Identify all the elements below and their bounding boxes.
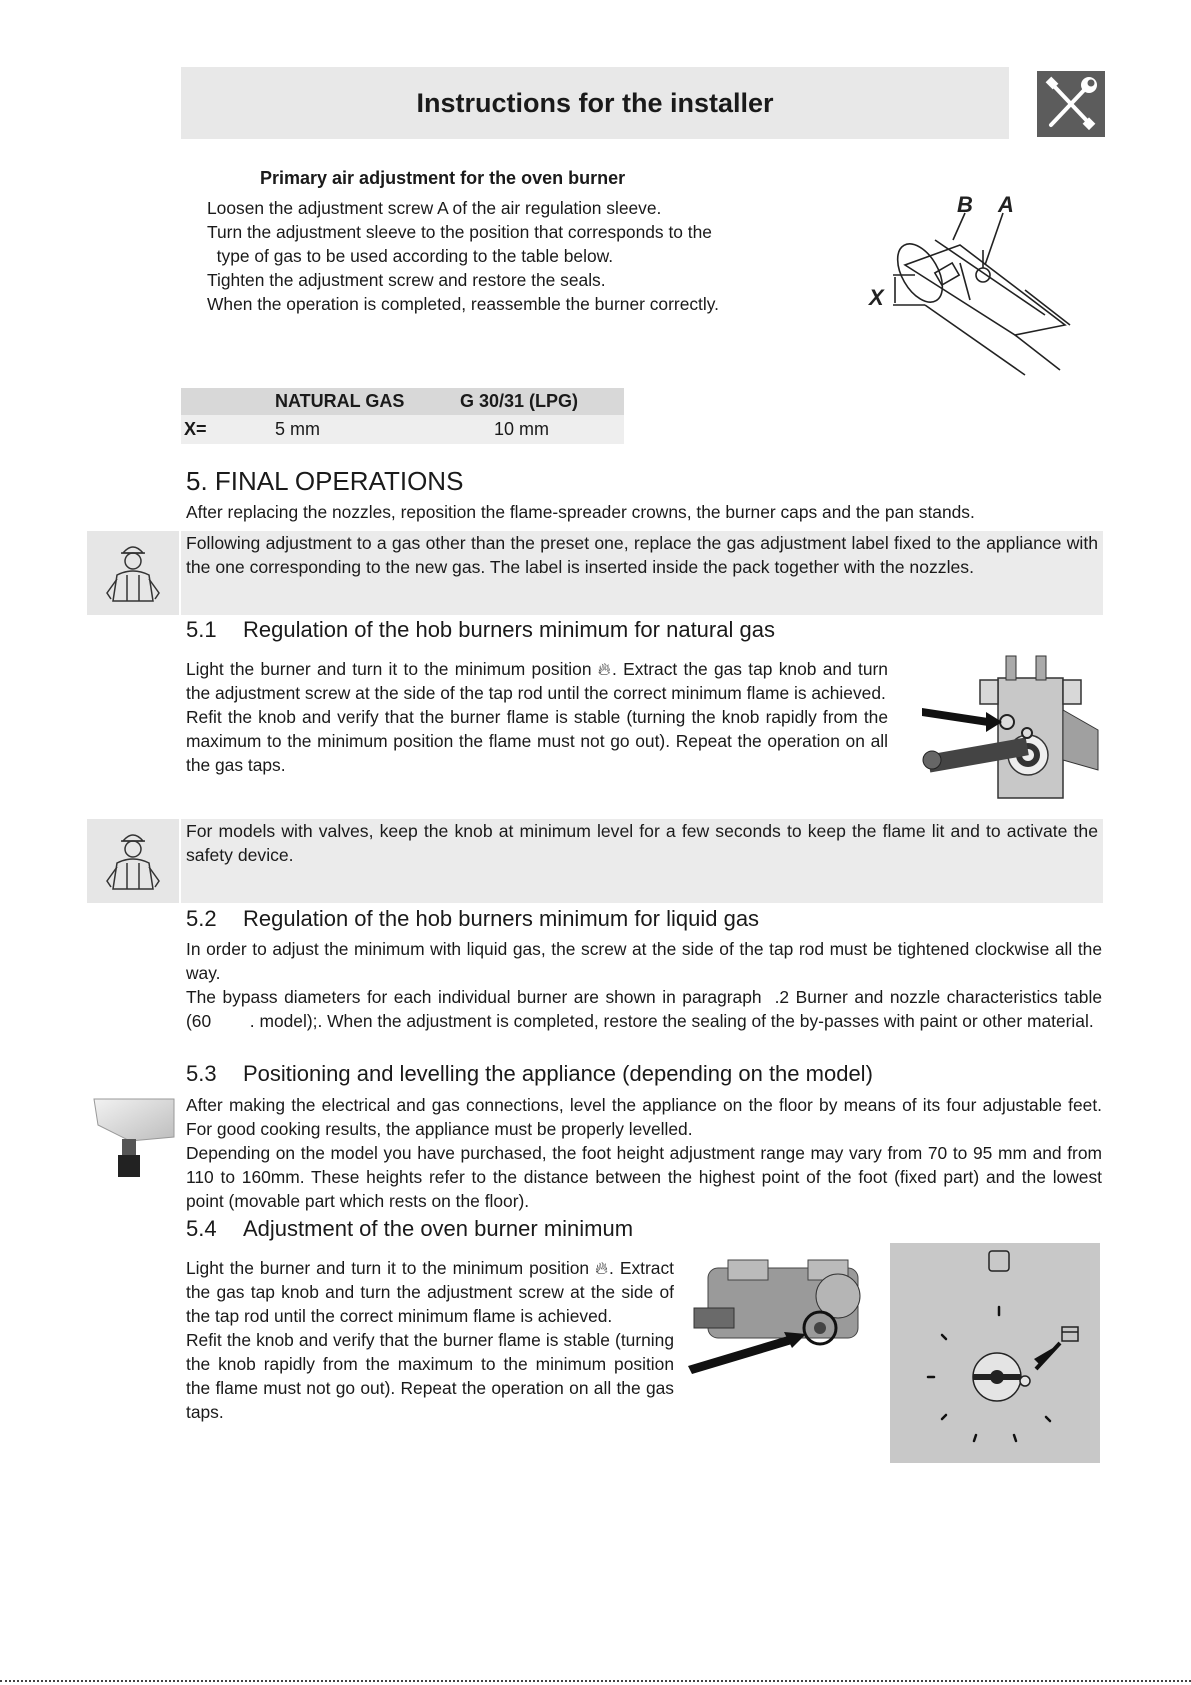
primary-air-step-3: Tighten the adjustment screw and restore the seals. <box>207 270 606 290</box>
section-5-2-para-1: In order to adjust the minimum with liquid gas, the screw at the side of the tap rod must be tightened clockwise all the way. <box>186 939 1102 983</box>
diagram-label-a: A <box>998 195 1014 217</box>
section-5-1-note-band <box>181 819 1103 903</box>
section-5-note: Following adjustment to a gas other than the preset one, replace the gas adjustment label fixed to the appliance with the one corresponding to the new gas. The label is inserted inside the pack together with the nozzles. <box>186 533 1098 577</box>
section-5-2-body <box>186 937 1107 1033</box>
section-5-2-number: 5.2 <box>186 906 217 931</box>
section-5-4-p1-end: . Extract the gas tap knob and turn the adjustment screw at the side of the tap rod until the correct minimum flame is achieved. <box>186 1258 675 1326</box>
section-5-4-body <box>186 1256 674 1424</box>
adjustable-foot-icon <box>90 1097 176 1177</box>
page-title: Instructions for the installer <box>416 87 774 118</box>
section-5-1-para-2: Refit the knob and verify that the burner flame is stable (turning the knob rapidly from the maximum to the minimum position the flame must not go out). Repeat the operation on all the gas taps. <box>186 707 888 775</box>
section-5-2-heading <box>186 906 759 932</box>
section-5-3-title: Positioning and levelling the appliance (depending on the model) <box>243 1061 873 1086</box>
diagram-label-x: X <box>869 285 884 310</box>
gas-table-col-lpg: G 30/31 (LPG) <box>460 391 579 411</box>
primary-air-step-2b: type of gas to be used according to the table below. <box>207 246 614 266</box>
section-5-4-title: Adjustment of the oven burner minimum <box>243 1216 634 1241</box>
page-header <box>181 67 1009 139</box>
section-5-2-para-2: The bypass diameters for each individual burner are shown in paragraph .2 Burner and nozzle characteristics table (60 . model);. When the adjustment is completed, restore the sealing of the by-passes with paint or other material. <box>186 987 1107 1031</box>
section-5-1-body <box>186 657 888 777</box>
oven-gas-tap-diagram <box>688 1256 888 1376</box>
gas-table-row-label: X= <box>184 419 207 439</box>
section-5-intro: After replacing the nozzles, reposition the flame-spreader crowns, the burner caps and the pan stands. <box>186 502 975 522</box>
section-5-3-para-2: Depending on the model you have purchased, the foot height adjustment range may vary from 70 to 95 mm and from 110 to 160mm. These heights refer to the distance between the highest point of the foot (fixed part) and the lowest point (movable part which rests on the floor). <box>186 1143 1102 1211</box>
section-5-note-band <box>181 531 1103 615</box>
section-5-4-para-2: Refit the knob and verify that the burner flame is stable (turning the knob rapidly from the maximum to the minimum position the flame must not go out). Repeat the operation on all the gas taps. <box>186 1330 674 1422</box>
section-5-1-p1-end: . Extract the gas tap knob and turn the adjustment screw at the side of the tap rod until the correct minimum flame is achieved. <box>186 659 888 703</box>
primary-air-step-2: Turn the adjustment sleeve to the position that corresponds to the <box>207 222 712 242</box>
gas-table-natural-value: 5 mm <box>275 419 320 439</box>
gas-table-header <box>181 388 624 415</box>
gas-tap-diagram <box>918 650 1103 810</box>
primary-air-heading: Primary air adjustment for the oven burner <box>260 168 626 188</box>
gas-table-lpg-value: 10 mm <box>494 419 550 439</box>
section-5-3-body <box>186 1093 1102 1213</box>
footer-divider <box>0 1680 1191 1682</box>
section-5-1-number: 5.1 <box>186 617 217 642</box>
section-5-1-note: For models with valves, keep the knob at minimum level for a few seconds to keep the flame lit and to activate the safety device. <box>186 821 1098 865</box>
section-5-number: 5. <box>186 466 208 496</box>
installer-icon <box>87 531 179 615</box>
section-5-4-para-1 <box>186 1256 674 1328</box>
section-5-3-para-1: After making the electrical and gas connections, level the appliance on the floor by means of its four adjustable feet. For good cooking results, the appliance must be properly levelled. <box>186 1095 1102 1139</box>
flame-min-icon: 🔥︎ <box>597 659 612 679</box>
gas-table-row <box>181 415 624 444</box>
flame-min-icon: 🔥︎ <box>595 1258 610 1278</box>
section-5-4-number: 5.4 <box>186 1216 217 1241</box>
section-5-4-p1-start: Light the burner and turn it to the minimum position <box>186 1258 590 1278</box>
primary-air-step-1: Loosen the adjustment screw A of the air regulation sleeve. <box>207 198 662 218</box>
section-5-2-title: Regulation of the hob burners minimum for liquid gas <box>243 906 760 931</box>
oven-knob-diagram <box>890 1243 1100 1463</box>
section-5-3-heading <box>186 1061 873 1087</box>
section-5-1-heading <box>186 617 775 643</box>
gas-table-col-natural: NATURAL GAS <box>275 391 405 411</box>
section-5-1-title: Regulation of the hob burners minimum for natural gas <box>243 617 775 642</box>
section-5-title: FINAL OPERATIONS <box>214 466 464 496</box>
section-5-1-p1-start: Light the burner and turn it to the minimum position <box>186 659 592 679</box>
air-sleeve-diagram <box>865 195 1075 380</box>
section-5-1-para-1 <box>186 657 888 705</box>
section-5-3-number: 5.3 <box>186 1061 217 1086</box>
section-5-heading <box>186 466 463 497</box>
wrench-screwdriver-icon <box>1037 71 1105 137</box>
installer-icon <box>87 819 179 903</box>
diagram-label-b: B <box>957 195 973 217</box>
section-5-4-heading <box>186 1216 633 1242</box>
primary-air-step-4: When the operation is completed, reassemble the burner correctly. <box>207 294 719 314</box>
primary-air-steps <box>207 196 827 316</box>
